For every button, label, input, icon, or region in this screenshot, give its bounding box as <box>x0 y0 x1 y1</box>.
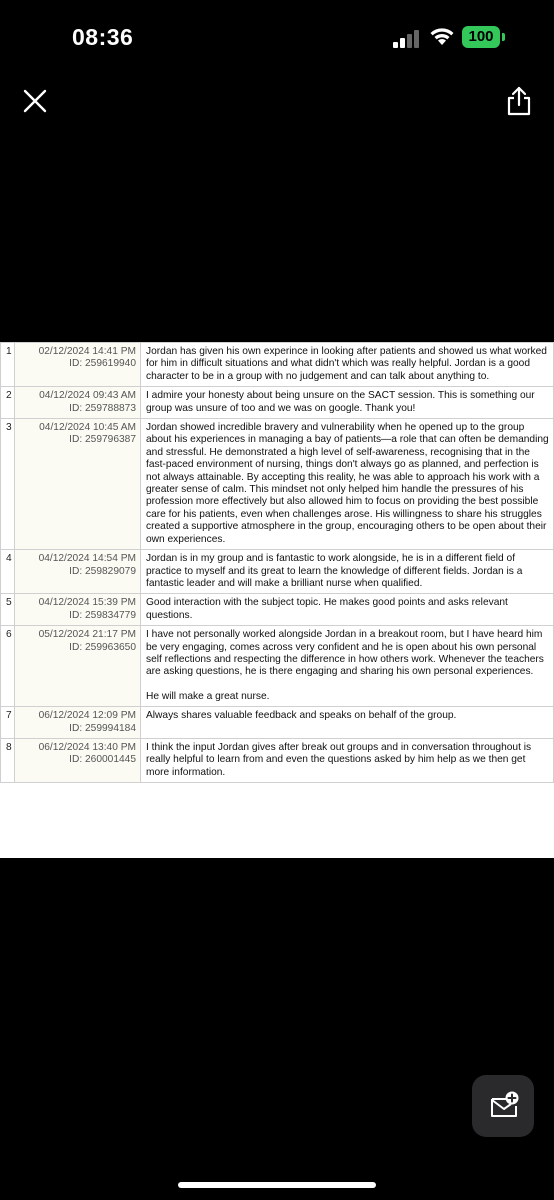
feedback-id: ID: 259963650 <box>69 641 136 653</box>
feedback-id: ID: 259796387 <box>69 434 136 446</box>
feedback-meta <box>15 550 141 594</box>
compose-button[interactable] <box>472 1075 534 1137</box>
feedback-paragraph: He will make a great nurse. <box>146 690 270 702</box>
feedback-paragraph: Jordan showed incredible bravery and vulnerability when he opened up to the group about his experiences in managing a bay of patients—a role that can often be demanding and stressful. He demonstrated a high level of self-awareness, recognising that in the fast-paced environment of nursing, things don't always go as planned, and perfection is not always attainable. By accepting this reality, he was able to approach his work with a greater sense of calm. This mindset not only helped him handle the pressures of his profession more effectively but also allowed him to focus on providing the best possible care for his patients, even when challenges arose. His willingness to share his struggles created a supportive atmosphere in the group, encouraging others to be open about their own experiences. <box>146 422 549 545</box>
feedback-date: 06/12/2024 13:40 PM <box>38 741 136 753</box>
feedback-id: ID: 259788873 <box>69 402 136 414</box>
row-number: 4 <box>1 550 15 594</box>
feedback-paragraph: I admire your honesty about being unsure on the SACT session. This is something our group was unsure of too and we was on google. Thank you! <box>146 390 535 414</box>
table-row <box>1 550 554 594</box>
feedback-meta <box>15 626 141 707</box>
feedback-meta <box>15 707 141 739</box>
feedback-paragraph: Good interaction with the subject topic. He makes good points and asks relevant questions. <box>146 597 508 621</box>
battery-cap <box>502 33 505 41</box>
row-number: 1 <box>1 343 15 387</box>
row-number: 3 <box>1 419 15 550</box>
row-number: 6 <box>1 626 15 707</box>
row-number: 7 <box>1 707 15 739</box>
wifi-icon <box>429 26 455 46</box>
feedback-meta <box>15 343 141 387</box>
status-time: 08:36 <box>72 24 134 50</box>
feedback-paragraph: Jordan has given his own experince in looking after patients and showed us what worked for him in difficult situations and what didn't which was really helpful. Jordan is a good character to be in a group with no judgement and can talk about anything to. <box>146 346 547 382</box>
compose-mail-icon <box>489 1091 519 1119</box>
feedback-comment <box>141 387 554 419</box>
feedback-id: ID: 259994184 <box>69 722 136 734</box>
feedback-id: ID: 259829079 <box>69 565 136 577</box>
battery-level: 100 <box>462 26 500 48</box>
table-row <box>1 419 554 550</box>
feedback-comment <box>141 550 554 594</box>
feedback-document[interactable] <box>0 342 554 858</box>
table-row <box>1 707 554 739</box>
table-row <box>1 594 554 626</box>
feedback-meta <box>15 387 141 419</box>
feedback-comment <box>141 419 554 550</box>
feedback-id: ID: 259619940 <box>69 358 136 370</box>
feedback-date: 05/12/2024 21:17 PM <box>38 629 136 641</box>
feedback-id: ID: 259834779 <box>69 609 136 621</box>
feedback-meta <box>15 419 141 550</box>
row-number: 5 <box>1 594 15 626</box>
feedback-date: 04/12/2024 14:54 PM <box>38 553 136 565</box>
feedback-table <box>0 342 554 783</box>
table-row <box>1 626 554 707</box>
close-icon[interactable] <box>22 88 48 114</box>
feedback-comment <box>141 594 554 626</box>
row-number: 8 <box>1 738 15 782</box>
feedback-meta <box>15 594 141 626</box>
feedback-date: 04/12/2024 15:39 PM <box>38 597 136 609</box>
cellular-signal-icon <box>393 30 421 48</box>
feedback-comment <box>141 707 554 739</box>
feedback-date: 04/12/2024 09:43 AM <box>39 390 136 402</box>
feedback-paragraph: I think the input Jordan gives after break out groups and in conversation throughout is really helpful to learn from and even the questions asked by him help as we then get more information. <box>146 741 532 778</box>
feedback-paragraph: I have not personally worked alongside Jordan in a breakout room, but I have heard him be very engaging, comes across very confident and he is open about his own personal self reflections and respecting the difference in how others work. Whenever the teachers are asking questions, he is there engaging and sharing his own personal experiences. <box>146 629 544 678</box>
feedback-meta <box>15 738 141 782</box>
feedback-date: 06/12/2024 12:09 PM <box>38 710 136 722</box>
home-indicator[interactable] <box>178 1182 376 1188</box>
share-icon[interactable] <box>506 86 532 116</box>
status-bar <box>0 0 554 76</box>
feedback-id: ID: 260001445 <box>69 754 136 766</box>
feedback-comment <box>141 626 554 707</box>
feedback-comment <box>141 738 554 782</box>
battery-indicator <box>462 26 506 48</box>
row-number: 2 <box>1 387 15 419</box>
table-row <box>1 738 554 782</box>
feedback-paragraph: Jordan is in my group and is fantastic to work alongside, he is in a different field of practice to myself and its great to learn the knowledge of different fields. Jordan is a fantastic leader and will make a brilliant nurse when qualified. <box>146 553 523 589</box>
table-row <box>1 387 554 419</box>
table-row <box>1 343 554 387</box>
feedback-comment <box>141 343 554 387</box>
feedback-paragraph: Always shares valuable feedback and speaks on behalf of the group. <box>146 710 457 722</box>
feedback-date: 02/12/2024 14:41 PM <box>38 346 136 357</box>
feedback-date: 04/12/2024 10:45 AM <box>39 422 136 434</box>
